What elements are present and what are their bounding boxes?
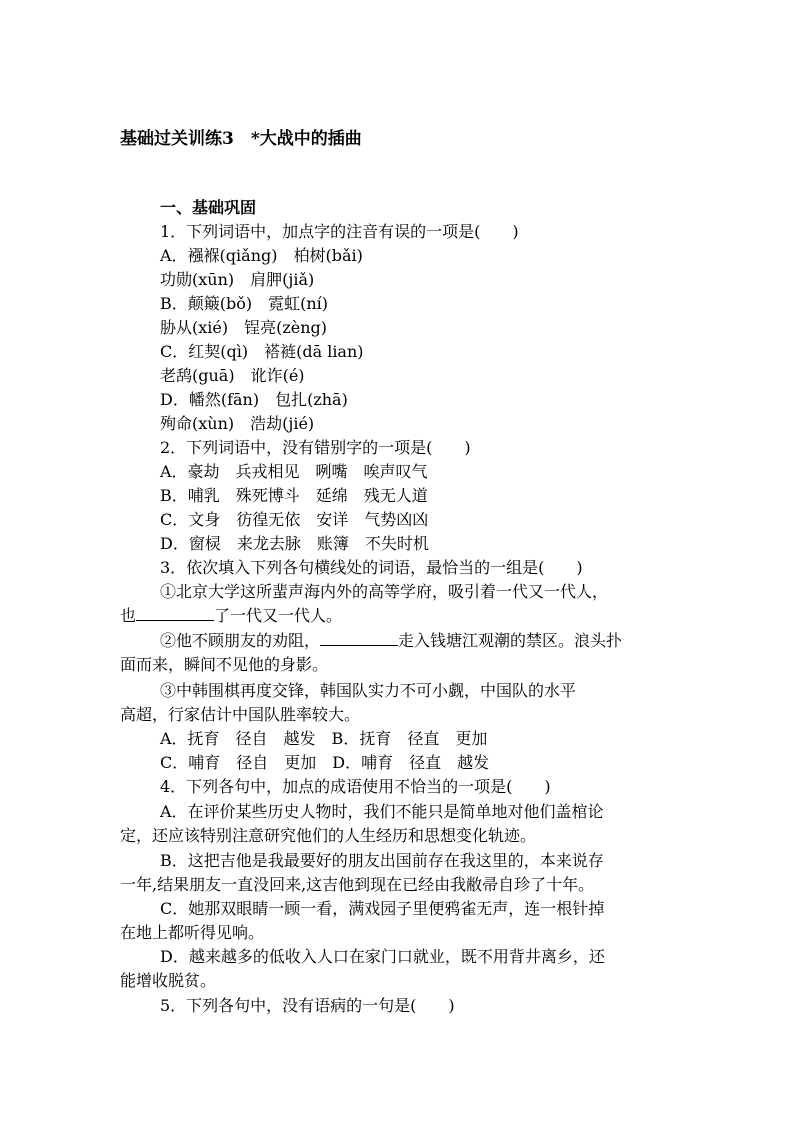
question-1-option-d: D．幡然(fān) 包扎(zhā) (160, 390, 348, 409)
question-1-option-d-cont: 殉命(xùn) 浩劫(jié) (160, 414, 315, 433)
question-3-options-cd: C．哺育 径自 更加 D．哺育 径直 越发 (160, 753, 490, 772)
text-segment: 也 (120, 606, 137, 625)
question-3-sentence-1-cont (120, 605, 342, 627)
question-1-option-b-cont: 胁从(xié) 锃亮(zèng) (160, 318, 328, 337)
text-segment: ②他不顾朋友的劝阻， (160, 631, 321, 650)
question-1-option-a: A．襁褓(qiǎng) 柏树(bǎi) (160, 246, 363, 265)
question-3-sentence-3-cont: 高超，行家估计中国队胜率较大。 (120, 705, 361, 724)
question-3-sentence-2-cont: 面而来，瞬间不见他的身影。 (120, 655, 329, 674)
fill-blank (136, 606, 214, 621)
question-1-option-c-cont: 老鸹(guā) 讹诈(é) (160, 366, 305, 385)
question-4-stem: 4．下列各句中，加点的成语使用不恰当的一项是( ) (160, 777, 551, 796)
question-4-option-b: B．这把吉他是我最要好的朋友出国前存在我这里的，本来说存 (160, 851, 604, 870)
question-4-option-a: A．在评价某些历史人物时，我们不能只是简单地对他们盖棺论 (160, 802, 604, 821)
question-2-option-a: A．豪劫 兵戎相见 咧嘴 唉声叹气 (160, 462, 428, 481)
question-2-option-d: D．窗棂 来龙去脉 账簿 不失时机 (160, 534, 429, 553)
question-4-option-d-cont: 能增收脱贫。 (120, 971, 217, 990)
question-4-option-b-cont: 一年,结果朋友一直没回来,这吉他到现在已经由我敝帚自珍了十年。 (120, 875, 595, 894)
question-5-stem: 5．下列各句中，没有语病的一句是( ) (160, 996, 455, 1015)
text-segment: 走入钱塘江观潮的禁区。浪头扑 (398, 631, 623, 650)
question-1-option-c: C．红契(qì) 褡裢(dā lian) (160, 342, 364, 361)
question-3-sentence-3: ③中韩围棋再度交锋，韩国队实力不可小觑，中国队的水平 (160, 681, 577, 700)
fill-blank (320, 631, 398, 646)
page-title: 基础过关训练3 *大战中的插曲 (120, 129, 362, 149)
question-3-options-ab: A．抚育 径自 越发 B．抚育 径直 更加 (160, 729, 488, 748)
question-4-option-a-cont: 定，还应该特别注意研究他们的人生经历和思想变化轨迹。 (120, 826, 537, 845)
question-1-option-b: B．颠簸(bǒ) 霓虹(ní) (160, 294, 329, 313)
question-4-option-d: D．越来越多的低收入人口在家门口就业，既不用背井离乡，还 (160, 947, 605, 966)
question-4-option-c: C．她那双眼睛一顾一看，满戏园子里便鸦雀无声，连一根针掉 (160, 899, 605, 918)
question-1-stem: 1．下列词语中，加点字的注音有误的一项是( ) (160, 222, 519, 241)
question-3-sentence-1: ①北京大学这所蜚声海内外的高等学府，吸引着一代又一代人， (160, 582, 609, 601)
question-3-sentence-2 (160, 630, 622, 652)
section-heading: 一、基础巩固 (160, 198, 257, 217)
question-1-option-a-cont: 功勋(xūn) 肩胛(jiǎ) (160, 270, 315, 289)
question-4-option-c-cont: 在地上都听得见响。 (120, 923, 265, 942)
question-3-stem: 3．依次填入下列各句横线处的词语，最恰当的一组是( ) (160, 558, 583, 577)
question-2-option-b: B．哺乳 殊死博斗 延绵 残无人道 (160, 486, 428, 505)
question-2-option-c: C．文身 彷徨无依 安详 气势凶凶 (160, 510, 429, 529)
text-segment: 了一代又一代人。 (214, 606, 343, 625)
question-2-stem: 2．下列词语中，没有错别字的一项是( ) (160, 438, 471, 457)
